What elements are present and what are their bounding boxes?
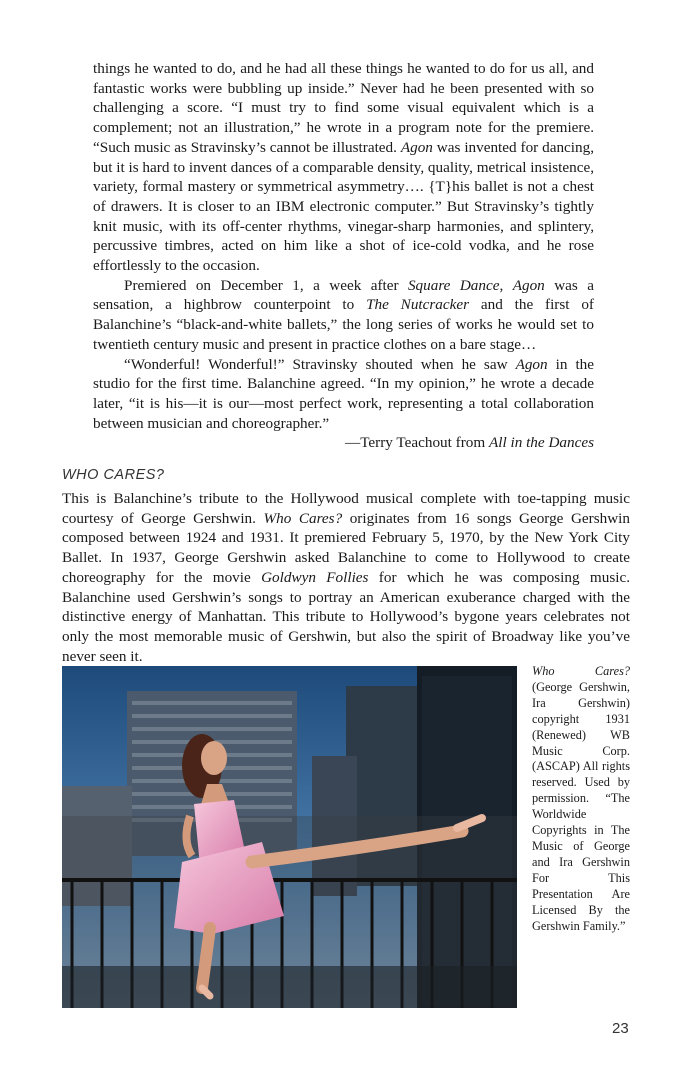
page-number: 23 (612, 1020, 629, 1037)
italic-run: Agon (400, 138, 433, 156)
italic-run: Square Dance (407, 276, 500, 294)
ballerina-photo (62, 666, 517, 1008)
italic-run: All in the Dances (488, 434, 594, 452)
section-heading: WHO CARES? (62, 467, 165, 483)
photo-caption: Who Cares? (George Gershwin, Ira Gershwin) copyright 1931 (Renewed) WB Music Corp. (ASCAP) All rights reserved. Used by permission. “The Worldwide Copyrights in The Music of George and Ira Gershwin For This Presentation Are Licensed By the Gershwin Family.” (532, 664, 630, 933)
italic-run: Goldwyn Follies (261, 568, 369, 586)
section-body: This is Balanchine’s tribute to the Hollywood musical complete with toe-tapping music courtesy of George Gershwin. Who Cares? originates from 16 songs George Gershwin composed between 1924 and 1931. It premiered February 5, 1970, by the New York City Ballet. In 1937, George Gershwin asked Balanchine to come to Hollywood to create choreography for the movie Goldwyn Follies for which he was composing music. Balanchine used Gershwin’s songs to portray an American exuberance charged with the distinctive energy of Manhattan. This tribute to Hollywood’s bygone years celebrates not only the most memorable music of Gershwin, but also the spirit of Broadway like you’ve never seen it. (62, 490, 630, 665)
quote-paragraph-2: Premiered on December 1, a week after Square Dance, Agon was a sensation, a highbrow counterpoint to The Nutcracker and the first of Balanchine’s “black-and-white ballets,” the long series of works he would set to twentieth century music and present in practice clothes on a bare stage… (93, 276, 594, 353)
quote-paragraph-1: things he wanted to do, and he had all these things he wanted to do for us all, and fantastic works were bubbling up inside.” Never had he been presented with so challenging a score. “I must try to find some visual equivalent which is a complement; not an illustration,” he wrote in a program note for the premiere. “Such music as Stravinsky’s cannot be illustrated. Agon was invented for dancing, but it is hard to invent dances of a comparable density, quality, metrical insistence, variety, formal mastery or symmetrical asymmetry…. {T}his ballet is not a chest of drawers. It is closer to an IBM electronic computer.” But Stravinsky’s tightly knit music, with its off-center rhythms, vinegar-sharp harmonies, and splintery, percussive timbres, acted on him like a shot of ice-cold vodka, and he rose effortlessly to the occasion. (93, 60, 595, 275)
quote-attribution: —Terry Teachout from All in the Dances (345, 434, 594, 452)
quote-paragraph-3: “Wonderful! Wonderful!” Stravinsky shouted when he saw Agon in the studio for the first time. Balanchine agreed. “In my opinion,” he wrote a decade later, “it is his—it is our—most perfect work, representing a total collaboration between musician and choreographer.” (93, 355, 594, 432)
italic-run: Who Cares? (532, 664, 630, 678)
italic-run: The Nutcracker (366, 296, 470, 314)
italic-run: Who Cares? (263, 509, 343, 527)
italic-run: Agon (512, 276, 545, 294)
italic-run: Agon (515, 355, 548, 373)
quote-block (93, 59, 594, 453)
